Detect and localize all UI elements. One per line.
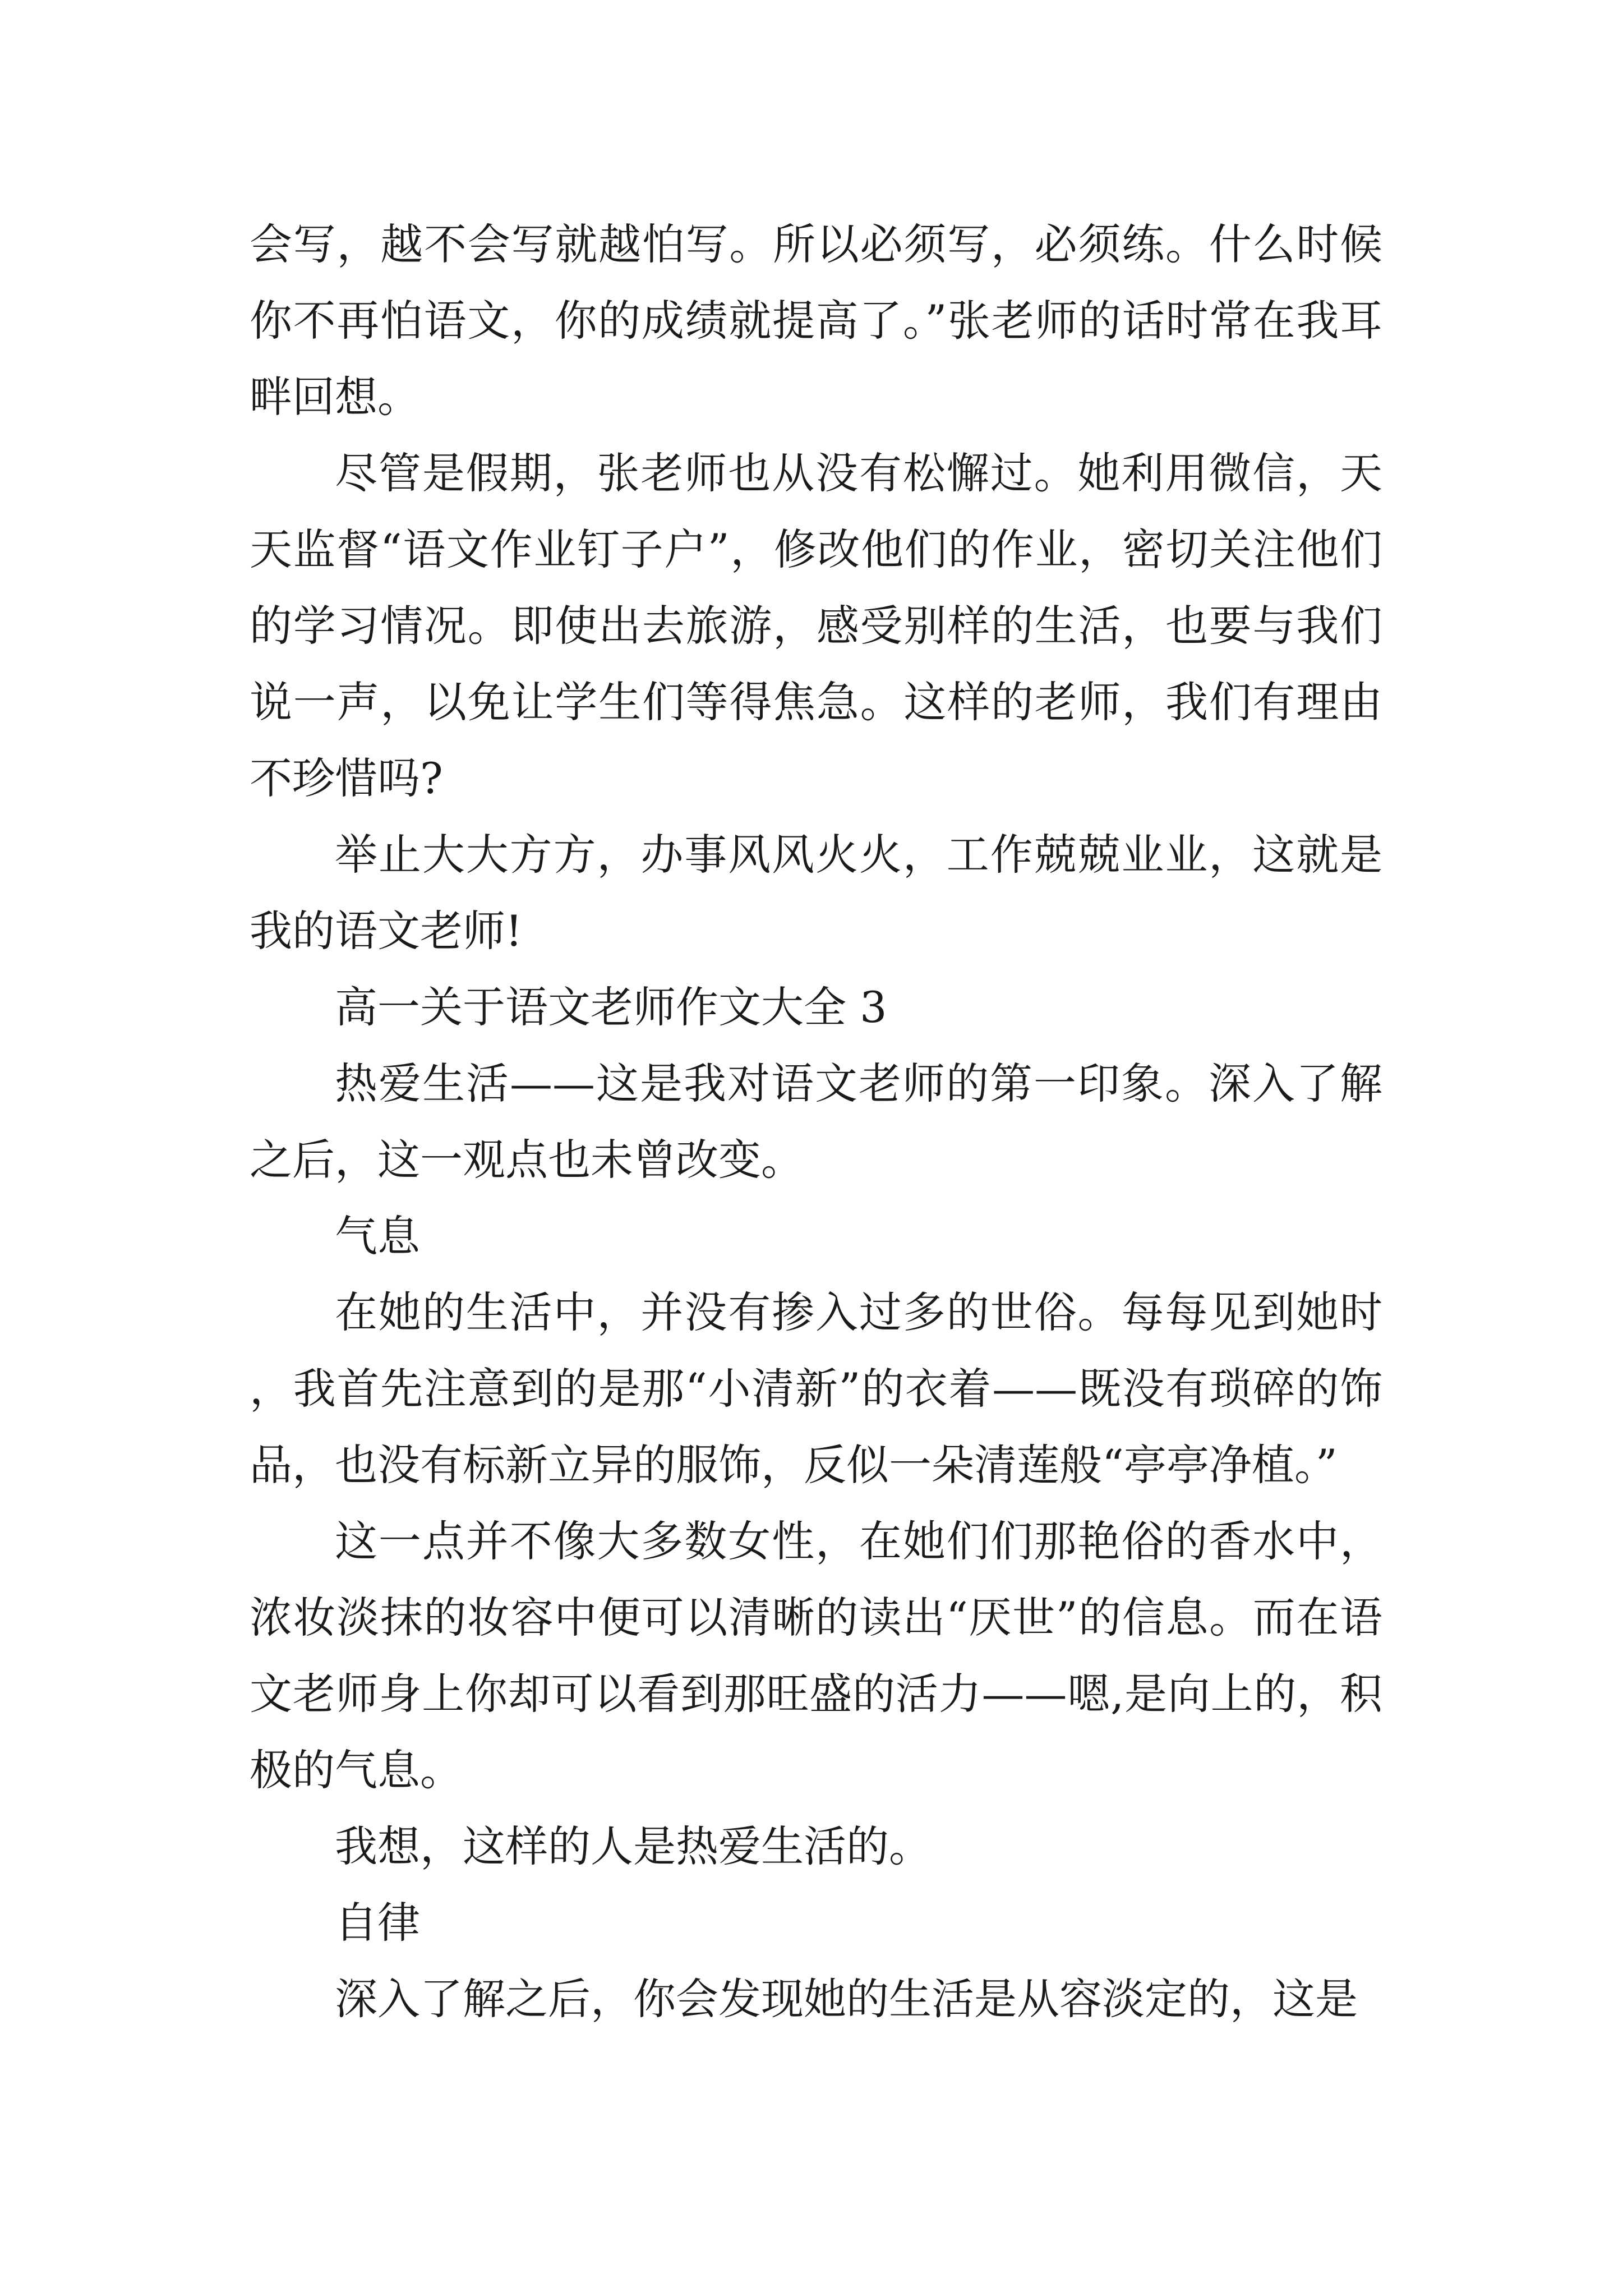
- subheading-breath: 气息: [335, 1211, 420, 1261]
- paragraph-7: 我想，这样的人是热爱生活的。: [335, 1821, 932, 1871]
- paragraph-1: 会写，越不会写就越怕写。所以必须写，必须练。什么时候你不再怕语文，你的成绩就提高了。”张老师的话时常在我耳畔回想。: [250, 219, 1382, 422]
- paragraph-3: 举止大大方方，办事风风火火，工作兢兢业业，这就是我的语文老师!: [250, 830, 1382, 956]
- paragraph-4: 热爱生活——这是我对语文老师的第一印象。深入了解之后，这一观点也未曾改变。: [250, 1059, 1382, 1185]
- subheading-self-discipline: 自律: [335, 1898, 420, 1948]
- paragraph-6: 这一点并不像大多数女性，在她们们那艳俗的香水中，浓妆淡抹的妆容中便可以清晰的读出“厌世”的信息。而在语文老师身上你却可以看到那旺盛的活力——嗯,是向上的，积极的气息。: [250, 1516, 1382, 1795]
- paragraph-2: 尽管是假期，张老师也从没有松懈过。她利用微信，天天监督“语文作业钉子户”，修改他们的作业，密切关注他们的学习情况。即使出去旅游，感受别样的生活，也要与我们说一声，以免让学生们等得焦急。这样的老师，我们有理由不珍惜吗?: [250, 448, 1382, 803]
- section-heading: 高一关于语文老师作文大全 3: [335, 982, 887, 1032]
- document-body: [250, 206, 1382, 2037]
- paragraph-5: 在她的生活中，并没有掺入过多的世俗。每每见到她时，我首先注意到的是那“小清新”的衣着——既没有琐碎的饰品，也没有标新立异的服饰，反似一朵清莲般“亭亭净植。”: [250, 1287, 1382, 1490]
- paragraph-8: 深入了解之后，你会发现她的生活是从容淡定的，这是: [335, 1974, 1358, 2024]
